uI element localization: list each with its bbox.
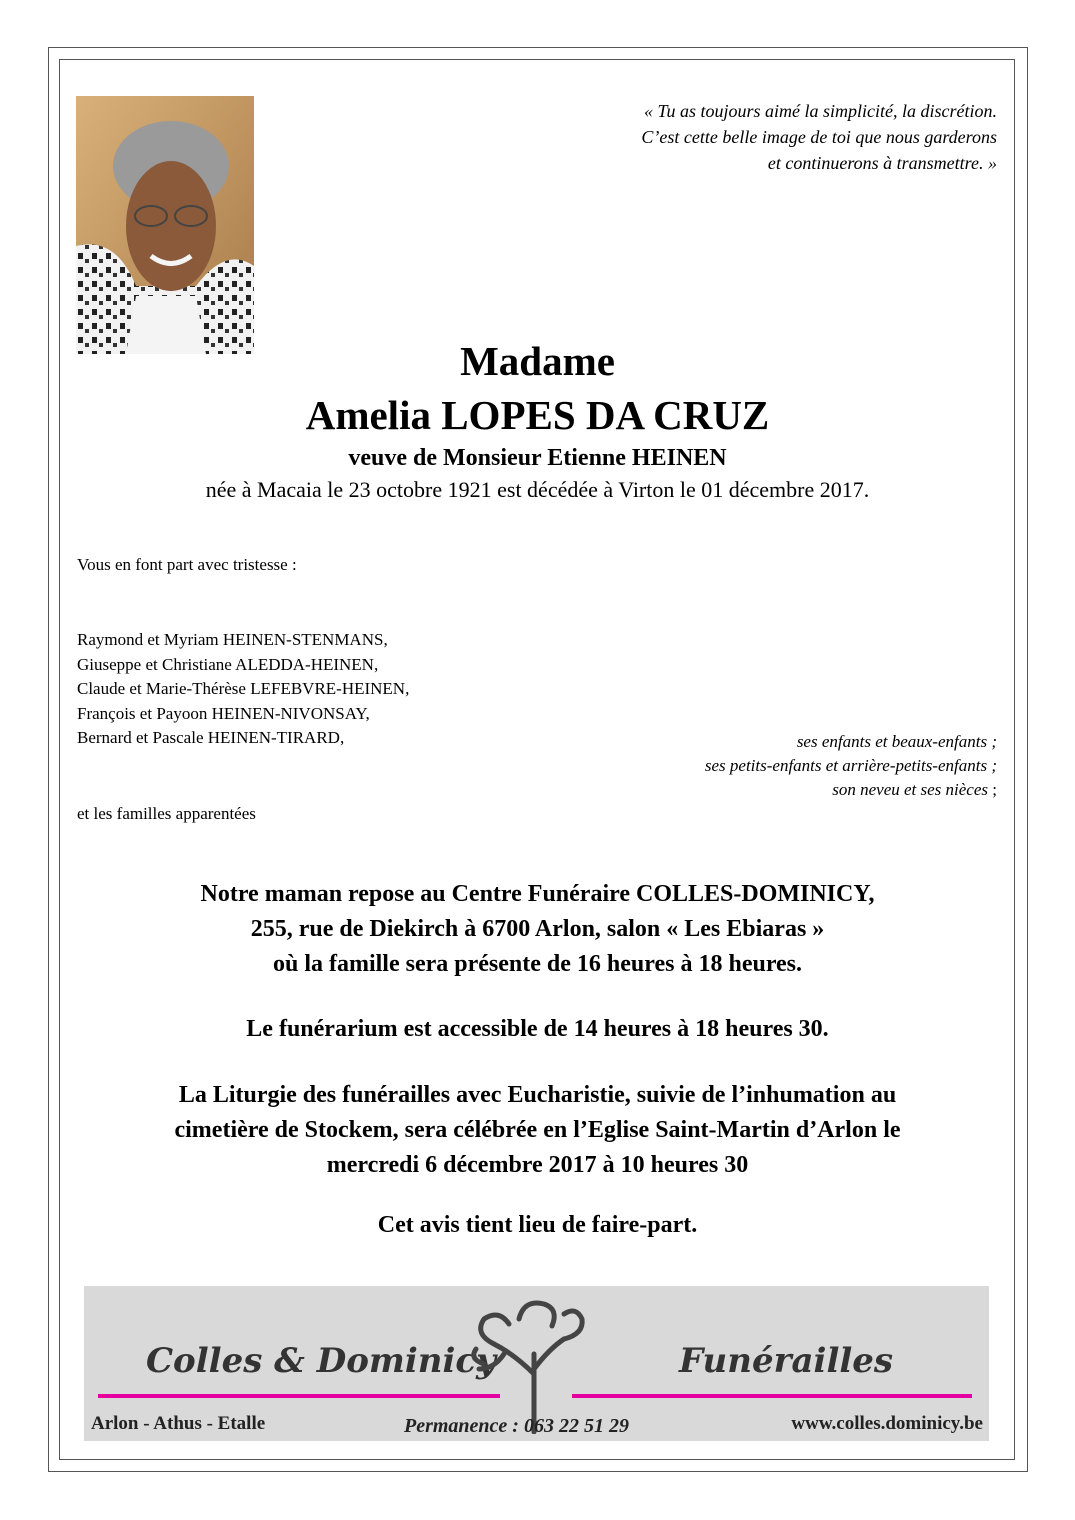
brand-tagline: Funérailles [679,1341,894,1381]
accent-line-left [98,1394,500,1398]
widow-of: veuve de Monsieur Etienne HEINEN [348,445,727,471]
role-suffix: ; [988,780,997,799]
family-member: Claude et Marie-Thérèse LEFEBVRE-HEINEN, [77,679,410,698]
announcement-intro: Vous en font part avec tristesse : [77,555,297,574]
tree-logo-icon [464,1294,604,1434]
accent-line-right [572,1394,972,1398]
info-line: La Liturgie des funérailles avec Eucharistie, suivie de l’inhumation au [178,1082,897,1108]
website-link[interactable]: www.colles.dominicy.be [791,1413,983,1434]
family-roles [705,730,997,802]
role-text: son neveu et ses nièces [832,780,989,799]
honorific: Madame [460,338,615,384]
notice-text: Cet avis tient lieu de faire-part. [377,1212,698,1238]
info-line: 255, rue de Diekirch à 6700 Arlon, salon « Les Ebiaras » [250,916,825,942]
info-line: où la famille sera présente de 16 heures à 18 heures. [272,951,803,977]
memorial-quote [641,98,997,176]
access-hours: Le funérarium est accessible de 14 heures à 18 heures 30. [246,1016,829,1042]
birth-death-info: née à Macaia le 23 octobre 1921 est décédée à Virton le 01 décembre 2017. [205,477,870,502]
family-member: Bernard et Pascale HEINEN-TIRARD, [77,728,345,747]
funeral-center-info [0,877,1075,982]
role-line: ses enfants et beaux-enfants ; [796,732,997,751]
quote-line: « Tu as toujours aimé la simplicité, la discrétion. [643,101,997,121]
permanence-phone: Permanence : 063 22 51 29 [404,1415,629,1437]
brand-name: Colles & Dominicy [146,1341,496,1381]
role-line: ses petits-enfants et arrière-petits-enfants ; [704,756,997,775]
deceased-name: Amelia LOPES DA CRUZ [305,392,770,438]
portrait-photo [76,96,254,354]
family-list [77,628,409,751]
info-line: Notre maman repose au Centre Funéraire COLLES-DOMINICY, [200,881,875,907]
role-line-last [705,778,997,802]
info-line: mercredi 6 décembre 2017 à 10 heures 30 [326,1152,749,1178]
funeral-home-banner [84,1286,989,1441]
extended-family: et les familles apparentées [77,804,256,823]
office-locations: Arlon - Athus - Etalle [91,1413,266,1434]
quote-line: C’est cette belle image de toi que nous garderons [641,127,997,147]
quote-line: et continuerons à transmettre. » [767,153,997,173]
family-member: François et Payoon HEINEN-NIVONSAY, [77,703,370,723]
liturgy-info [0,1078,1075,1183]
family-member: Giuseppe et Christiane ALEDDA-HEINEN, [77,654,379,674]
info-line: cimetière de Stockem, sera célébrée en l’Eglise Saint-Martin d’Arlon le [174,1117,901,1143]
family-member: Raymond et Myriam HEINEN-STENMANS, [77,630,388,649]
